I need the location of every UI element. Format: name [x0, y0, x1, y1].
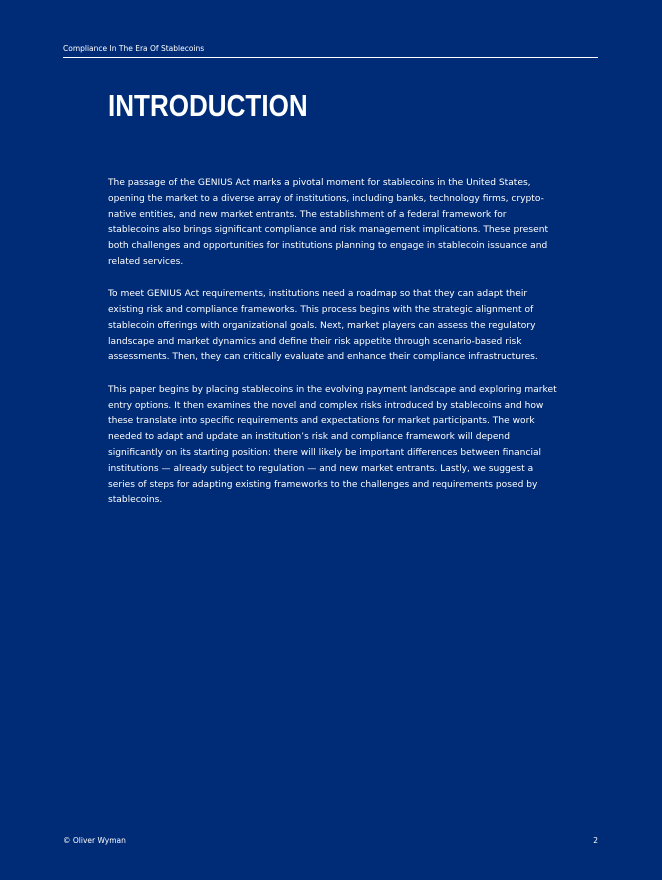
- section-title: INTRODUCTION: [108, 88, 308, 123]
- paragraph: To meet GENIUS Act requirements, institutions need a roadmap so that they can adapt their existing risk and compliance frameworks. This process begins with the strategic alignment of stablecoin offerings with organizational goals. Next, market players can assess the regulatory landscape and market dynamics and define their risk appetite through scenario-based risk assessments. Then, they can critically evaluate and enhance their compliance infrastructures.: [108, 289, 538, 363]
- paragraph: The passage of the GENIUS Act marks a pivotal moment for stablecoins in the United States, opening the market to a diverse array of institutions, including banks, technology firms, crypto-native entities, and new market entrants. The establishment of a federal framework for stablecoins also brings significant compliance and risk management implications. These present both challenges and opportunities for institutions planning to engage in stablecoin issuance and related services.: [108, 178, 549, 267]
- footer-copyright: © Oliver Wyman: [63, 836, 126, 845]
- running-header: Compliance In The Era Of Stablecoins: [63, 44, 205, 53]
- header-divider: [63, 57, 598, 58]
- page-number: 2: [593, 836, 598, 845]
- paragraph: This paper begins by placing stablecoins in the evolving payment landscape and exploring market entry options. It then examines the novel and complex risks introduced by stablecoins and how these translate into specific requirements and expectations for market participants. The work needed to adapt and update an institution’s risk and compliance framework will depend significantly on its starting position: there will likely be important differences between financial institutions — already subject to regulation — and new market entrants. Lastly, we suggest a series of steps for adapting existing frameworks to the challenges and requirements posed by stablecoins.: [108, 384, 557, 506]
- body-text: [108, 176, 558, 526]
